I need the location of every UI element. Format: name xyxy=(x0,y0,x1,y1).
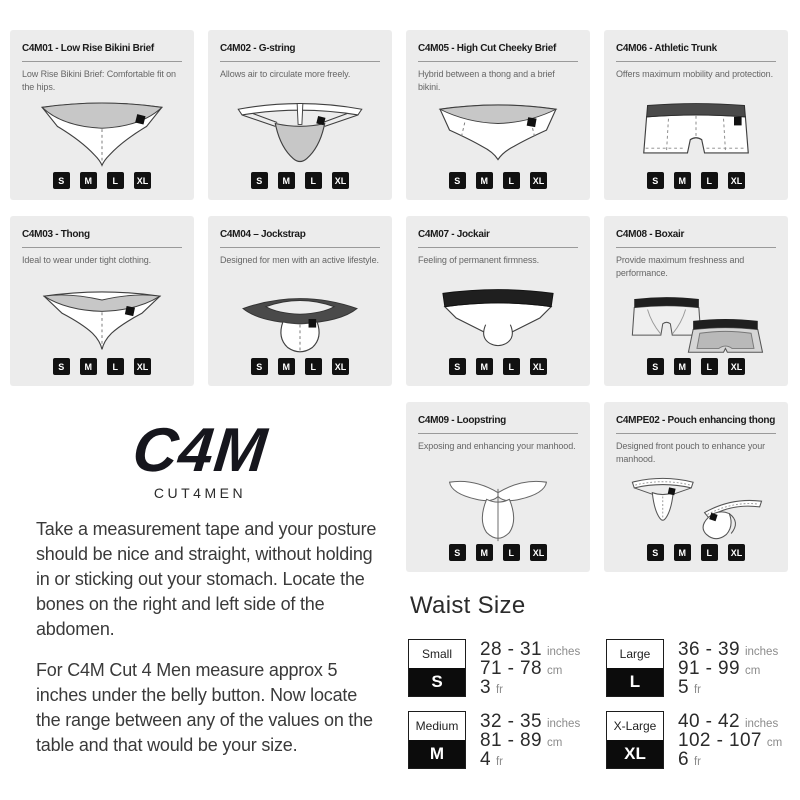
size-badge-s: S xyxy=(53,358,70,375)
size-badge-m: M xyxy=(674,172,691,189)
product-description: Hybrid between a thong and a brief bikini. xyxy=(418,69,555,93)
waist-size-grid xyxy=(408,639,796,769)
product-title: C4M08 - Boxair xyxy=(616,229,685,240)
size-badge-m: M xyxy=(476,172,493,189)
size-badge-m: M xyxy=(476,544,493,561)
c4m-logo: C4M xyxy=(129,416,271,485)
size-letter: S xyxy=(409,668,465,696)
product-title: C4M02 - G-string xyxy=(220,43,296,54)
size-badge-l: L xyxy=(503,544,520,561)
size-letter: XL xyxy=(607,740,663,768)
size-badge-m: M xyxy=(80,172,97,189)
size-badge-xl: XL xyxy=(530,358,548,375)
product-description: Low Rise Bikini Brief: Comfortable fit on the hips. xyxy=(22,69,176,93)
product-description: Designed for men with an active lifestyle. xyxy=(220,255,379,265)
inches-unit: inches xyxy=(744,718,779,730)
size-values xyxy=(678,639,778,697)
product-card-c4mpe02 xyxy=(604,402,788,572)
divider xyxy=(616,61,776,62)
inches-value: 32 - 35 xyxy=(480,711,542,732)
size-badge-l: L xyxy=(503,172,520,189)
inches-value: 36 - 39 xyxy=(678,639,740,660)
size-badges xyxy=(418,544,578,561)
cm-unit: cm xyxy=(766,737,783,749)
cm-value: 91 - 99 xyxy=(678,658,740,679)
fr-value: 3 xyxy=(480,677,491,698)
size-badge-l: L xyxy=(701,358,718,375)
product-title: C4M07 - Jockair xyxy=(418,229,490,240)
measurement-instructions-1: Take a measurement tape and your posture should be nice and straight, without holding in or sticking out your stomach. Locate the bones on the right and left side of the abdomen. xyxy=(36,519,377,640)
waist-size-medium xyxy=(408,711,606,769)
product-card-c4m06 xyxy=(604,30,788,200)
divider xyxy=(418,433,578,434)
size-box-small xyxy=(408,639,466,697)
size-badges xyxy=(418,172,578,189)
inches-value: 40 - 42 xyxy=(678,711,740,732)
product-description: Offers maximum mobility and protection. xyxy=(616,69,773,79)
size-badge-l: L xyxy=(107,358,124,375)
size-label: Small xyxy=(409,640,465,668)
size-letter: L xyxy=(607,668,663,696)
size-badge-m: M xyxy=(278,358,295,375)
size-badge-s: S xyxy=(647,172,664,189)
size-badge-xl: XL xyxy=(728,172,746,189)
low-rise-bikini-brief-illustration xyxy=(22,94,182,172)
size-badge-xl: XL xyxy=(728,358,746,375)
size-badge-xl: XL xyxy=(134,358,152,375)
size-values xyxy=(678,711,782,769)
size-badge-l: L xyxy=(305,172,322,189)
product-card-c4m01 xyxy=(10,30,194,200)
product-description: Exposing and enhancing your manhood. xyxy=(418,441,576,451)
size-badges xyxy=(616,172,776,189)
product-card-c4m07 xyxy=(406,216,590,386)
size-badges xyxy=(616,358,776,375)
size-badge-xl: XL xyxy=(332,358,350,375)
size-label: Large xyxy=(607,640,663,668)
divider xyxy=(616,247,776,248)
inches-unit: inches xyxy=(546,718,581,730)
divider xyxy=(220,61,380,62)
size-letter: M xyxy=(409,740,465,768)
size-badge-s: S xyxy=(53,172,70,189)
size-badge-xl: XL xyxy=(530,172,548,189)
jockair-illustration xyxy=(418,280,578,358)
size-badge-m: M xyxy=(476,358,493,375)
size-badges xyxy=(616,544,776,561)
waist-size-section xyxy=(408,592,796,769)
divider xyxy=(418,247,578,248)
size-badge-s: S xyxy=(647,358,664,375)
loopstring-illustration xyxy=(418,466,578,544)
fr-value: 5 xyxy=(678,677,689,698)
size-values xyxy=(480,711,580,769)
size-badges xyxy=(220,358,380,375)
product-description: Feeling of permanent firmness. xyxy=(418,255,540,265)
g-string-illustration xyxy=(220,94,380,172)
cm-value: 81 - 89 xyxy=(480,730,542,751)
size-badge-xl: XL xyxy=(134,172,152,189)
thong-illustration xyxy=(22,280,182,358)
size-badges xyxy=(220,172,380,189)
size-box-xlarge xyxy=(606,711,664,769)
size-label: X-Large xyxy=(607,712,663,740)
size-badge-l: L xyxy=(107,172,124,189)
size-badge-xl: XL xyxy=(530,544,548,561)
cm-unit: cm xyxy=(744,665,761,677)
product-title: C4M06 - Athletic Trunk xyxy=(616,43,717,54)
divider xyxy=(22,247,182,248)
product-title: C4M04 – Jockstrap xyxy=(220,229,306,240)
product-card-c4m05 xyxy=(406,30,590,200)
waist-size-large xyxy=(606,639,796,697)
product-card-c4m09 xyxy=(406,402,590,572)
divider xyxy=(616,433,776,434)
measurement-instructions-2: For C4M Cut 4 Men measure approx 5 inches under the belly button. Now locate the range between any of the values on the table and that would be your size. xyxy=(36,660,373,756)
product-card-c4m04 xyxy=(208,216,392,386)
divider xyxy=(22,61,182,62)
size-badges xyxy=(418,358,578,375)
size-badge-l: L xyxy=(701,544,718,561)
size-badge-l: L xyxy=(503,358,520,375)
high-cut-cheeky-brief-illustration xyxy=(418,94,578,172)
inches-unit: inches xyxy=(546,646,581,658)
size-badge-xl: XL xyxy=(332,172,350,189)
divider xyxy=(220,247,380,248)
size-badge-xl: XL xyxy=(728,544,746,561)
athletic-trunk-illustration xyxy=(616,94,776,172)
fr-unit: fr xyxy=(495,756,503,768)
product-card-c4m02 xyxy=(208,30,392,200)
size-box-medium xyxy=(408,711,466,769)
size-box-large xyxy=(606,639,664,697)
product-title: C4MPE02 - Pouch enhancing thong xyxy=(616,415,776,426)
size-badge-l: L xyxy=(305,358,322,375)
cm-unit: cm xyxy=(546,737,563,749)
size-badge-s: S xyxy=(449,544,466,561)
waist-size-small xyxy=(408,639,606,697)
size-badge-s: S xyxy=(449,358,466,375)
product-description: Designed front pouch to enhance your manhood. xyxy=(616,441,766,465)
waist-size-heading: Waist Size xyxy=(410,592,526,619)
pouch-enhancing-thong-illustration xyxy=(616,466,776,544)
divider xyxy=(418,61,578,62)
size-badges xyxy=(22,172,182,189)
brand-logo xyxy=(30,416,370,501)
fr-unit: fr xyxy=(495,684,503,696)
size-badge-m: M xyxy=(278,172,295,189)
product-title: C4M01 - Low Rise Bikini Brief xyxy=(22,43,154,54)
cm-unit: cm xyxy=(546,665,563,677)
fr-unit: fr xyxy=(693,684,701,696)
size-badge-m: M xyxy=(674,358,691,375)
product-description: Allows air to circulate more freely. xyxy=(220,69,351,79)
size-label: Medium xyxy=(409,712,465,740)
product-description: Provide maximum freshness and performance. xyxy=(616,255,745,279)
size-badge-s: S xyxy=(449,172,466,189)
product-card-c4m03 xyxy=(10,216,194,386)
inches-unit: inches xyxy=(744,646,779,658)
product-description: Ideal to wear under tight clothing. xyxy=(22,255,152,265)
cm-value: 102 - 107 xyxy=(678,730,762,751)
size-badge-s: S xyxy=(647,544,664,561)
product-title: C4M03 - Thong xyxy=(22,229,90,240)
fr-unit: fr xyxy=(693,756,701,768)
size-badge-m: M xyxy=(80,358,97,375)
waist-size-xlarge xyxy=(606,711,796,769)
size-badge-s: S xyxy=(251,358,268,375)
size-badge-l: L xyxy=(701,172,718,189)
product-title: C4M05 - High Cut Cheeky Brief xyxy=(418,43,556,54)
product-card-c4m08 xyxy=(604,216,788,386)
brand-name: CUT4MEN xyxy=(153,485,247,501)
size-values xyxy=(480,639,580,697)
inches-value: 28 - 31 xyxy=(480,639,542,660)
product-title: C4M09 - Loopstring xyxy=(418,415,506,426)
size-badges xyxy=(22,358,182,375)
size-badge-m: M xyxy=(674,544,691,561)
fr-value: 4 xyxy=(480,749,491,770)
cm-value: 71 - 78 xyxy=(480,658,542,679)
fr-value: 6 xyxy=(678,749,689,770)
size-badge-s: S xyxy=(251,172,268,189)
jockstrap-illustration xyxy=(220,280,380,358)
boxair-illustration xyxy=(616,280,776,358)
